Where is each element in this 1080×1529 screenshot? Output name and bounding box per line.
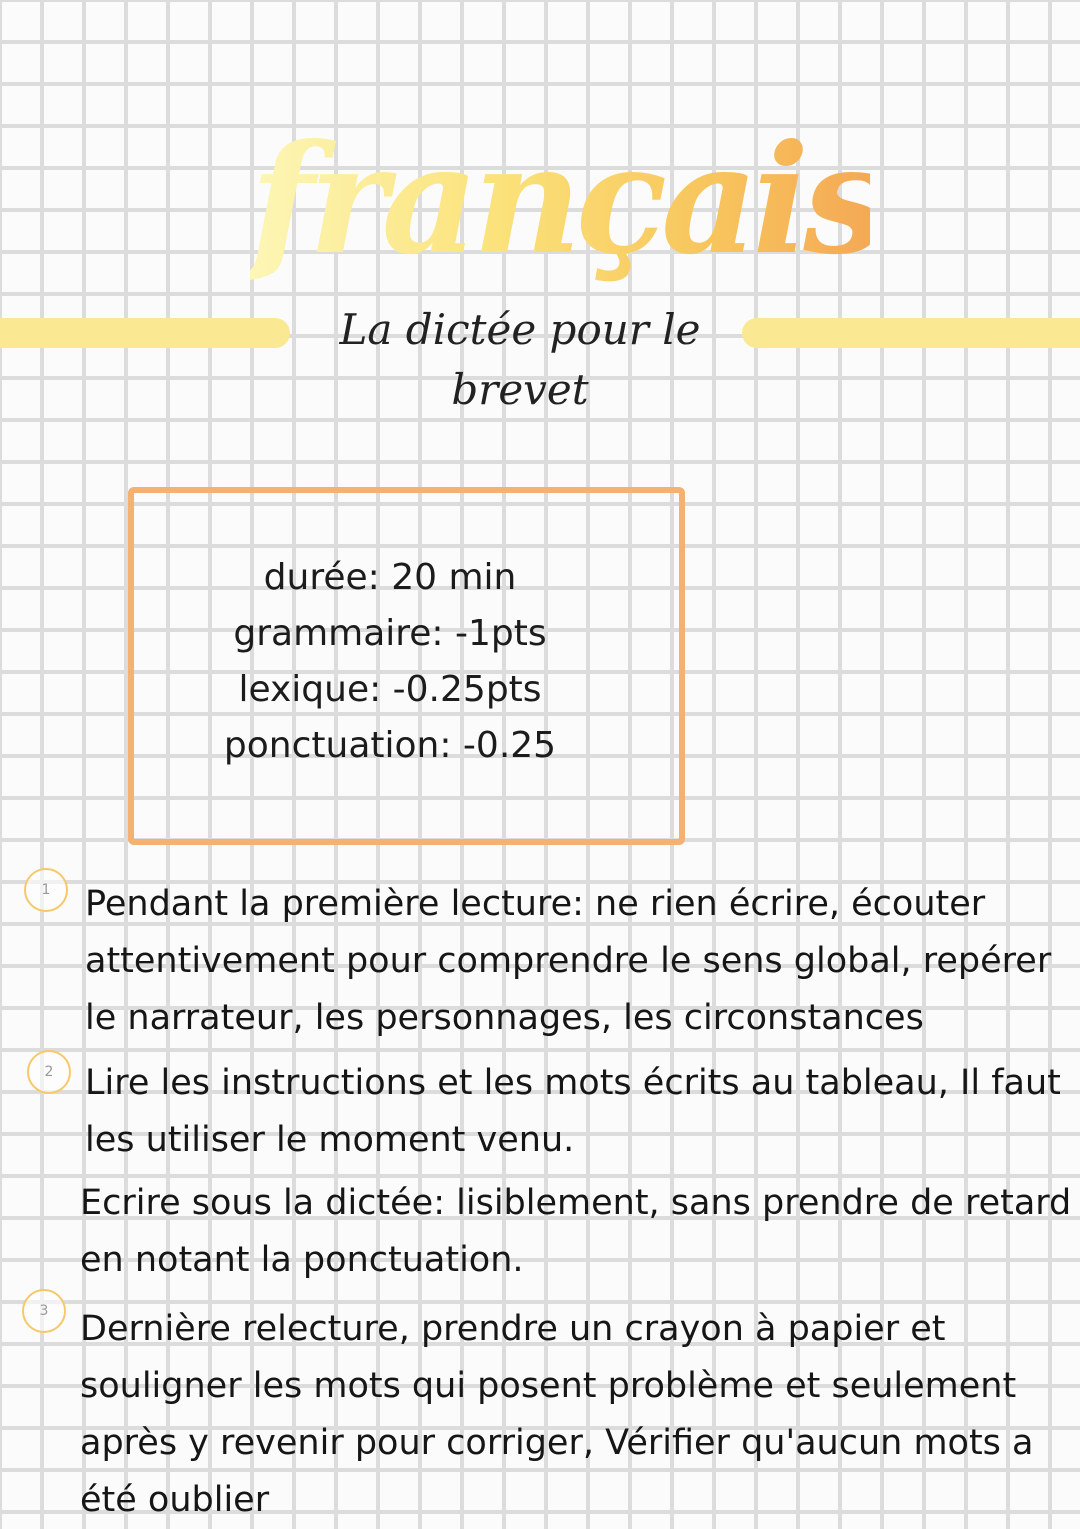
step-marker-3: 3 [22,1289,66,1333]
paragraph-line: été oublier [80,1480,270,1520]
paragraph-line: après y revenir pour corriger, Vérifier qu'aucun mots a [80,1423,1034,1463]
paragraph-line: Ecrire sous la dictée: lisiblement, sans prendre de retard [80,1183,1072,1223]
page-subtitle: La dictée pour le brevet [339,305,701,414]
info-line-grammar: grammaire: -1pts [233,613,547,654]
info-line-punctuation: ponctuation: -0.25 [223,725,557,766]
paragraph-line: en notant la ponctuation. [80,1240,524,1280]
info-line-lexicon: lexique: -0.25pts [238,669,542,710]
step-3-paragraph [80,1301,1034,1529]
paragraph-line: Dernière relecture, prendre un crayon à papier et [80,1309,946,1349]
step-2-paragraph [85,1055,1061,1169]
page-title: français [250,95,870,315]
paragraph-line: le narrateur, les personnages, les circonstances [85,998,924,1038]
info-line-duration: durée: 20 min [263,557,517,598]
paragraph-line: souligner les mots qui posent problème et seulement [80,1366,1017,1406]
info-box-content [180,550,600,774]
paragraph-line: Lire les instructions et les mots écrits au tableau, Il faut [85,1063,1061,1103]
title-band-right [742,318,1080,348]
step-marker-2: 2 [27,1050,71,1094]
step-1-paragraph [85,876,1051,1047]
paragraph-line: Pendant la première lecture: ne rien écrire, écouter [85,884,986,924]
title-band-left [0,318,290,348]
step-marker-1: 1 [24,868,68,912]
dictation-paragraph [80,1175,1071,1289]
paragraph-line: attentivement pour comprendre le sens global, repérer [85,941,1052,981]
paragraph-line: les utiliser le moment venu. [85,1120,575,1160]
